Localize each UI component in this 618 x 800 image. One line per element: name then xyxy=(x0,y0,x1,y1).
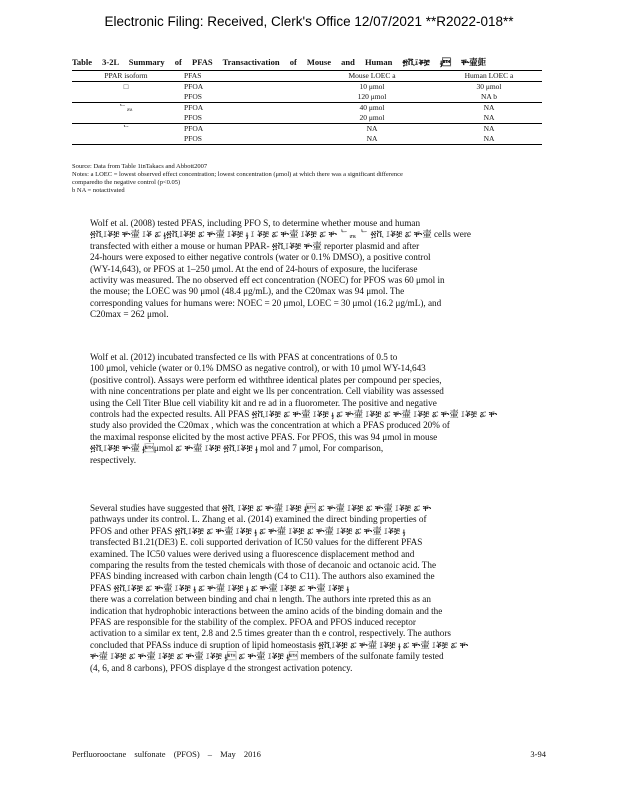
table-note: Notes: a LOEC = lowest observed effect concentration; lowest concentration (μmol) at which there was a significant difference xyxy=(72,171,403,178)
cell: NA xyxy=(483,124,495,133)
table-notes xyxy=(72,163,552,195)
cell xyxy=(72,113,180,124)
text-line: using the Cell Titer Blue cell viability kit and re ad in a fluorometer. The positive and negative xyxy=(90,397,437,408)
table-row xyxy=(72,82,542,93)
col-header: Human LOEC a xyxy=(464,71,514,80)
paragraph-wolf-2008 xyxy=(72,218,550,321)
text-line: C20max = 262 μmol. xyxy=(90,309,169,320)
col-header: PFAS xyxy=(184,71,202,80)
table-row xyxy=(72,92,542,103)
text-line: study also provided the C20max , which was the concentration at which a PFAS produced 20% of xyxy=(90,420,450,431)
text-line: activation to a similar ex tent, 2.8 and 2.5 times greater than th e control, respectively. The authors xyxy=(90,628,452,639)
table-row xyxy=(72,134,542,145)
cell: NA xyxy=(483,103,495,112)
cell: NA xyxy=(366,124,378,133)
text-line: 24-hours were exposed to either negative controls (water or 0.1% DMSO), a positive control xyxy=(90,252,431,263)
col-header: Mouse LOEC a xyxy=(348,71,396,80)
text-line: PFAS binding increased with carbon chain length (C4 to C11). The authors also examined the xyxy=(90,571,435,582)
page-number: 3-94 xyxy=(530,749,546,759)
cell: PFOS xyxy=(184,134,202,143)
cell: ᄂᇌ xyxy=(118,103,134,112)
text-line: transfected B1.21(DE3) E. coli supported derivation of IC50 values for the different PFAS xyxy=(90,537,423,548)
paragraph-zhang-2014 xyxy=(72,503,550,674)
text-line: controls had the expected results. All PFAS ፳ቪ፤ቖቿ ፚ ቝ壷 ፤ቖቿ ֈ ፚ ቝ壷 ፤ቖቿ ፚ ቝ壷 ፤ቖቿ ፚ ቝ壷 ፤ቖቿ ፚ ቝ xyxy=(90,409,498,420)
paragraph-wolf-2012 xyxy=(72,352,550,466)
text-line: ፳ቪ፤ቖቿ ቝ壷 ፤ቖ ፚ ֈ፳ቪ፤ቖቿ ፚ ቝ壷 ፤ቖቿ ֈ ፤ ቖቿ ፚ ቝ壷 ፤ቖቿ ፚ ቝ ᄂᇌ ᄂ ፳ቪ ፤ቖቿ ፚ ቝ壷 cells were xyxy=(90,229,471,240)
cell: NA xyxy=(483,113,495,122)
cell: NA xyxy=(483,134,495,143)
text-line: (WY-14,643), or PFOS at 1–250 μmol. At the end of 24-hours of exposure, the luciferase xyxy=(90,263,418,274)
text-line: comparing the results from the tested chemicals with those of decanoic and octanoic acid. The xyxy=(90,560,437,571)
text-line: (positive control). Assays were perform ed withthree identical plates per compound per species, xyxy=(90,374,442,385)
text-line: Wolf et al. (2008) tested PFAS, including PFO S, to determine whether mouse and human xyxy=(90,218,421,228)
cell: NA xyxy=(366,134,378,143)
cell: PFOA xyxy=(184,124,204,133)
summary-table xyxy=(72,70,542,145)
cell: 10 μmol xyxy=(359,82,385,91)
text-line: (4, 6, and 8 carbons), PFOS displaye d the strongest activation potency. xyxy=(90,662,353,673)
text-line: concluded that PFASs induce di sruption of lipid homeostasis ፳ቪ፤ቖቿ ፚ ቝ壷 ፤ቖቿ ֈ ፚ ቝ壷 ፤ቖቿ ፚ ቝ xyxy=(90,639,469,650)
cell: 40 μmol xyxy=(359,103,385,112)
table-note: Source: Data from Table 1inTakacs and Abbott2007 xyxy=(72,163,208,170)
text-line: corresponding values for humans were: NOEC = 20 μmol, LOEC = 30 μmol (16.2 μg/mL), and xyxy=(90,297,442,308)
text-line: 100 μmol, vehicle (water or 0.1% DMSO as negative control), or with 10 μmol WY-14,643 xyxy=(90,363,426,374)
text-line: ፳ቪ፤ቖቿ ቝ壷 ֈμmol ፚ ቝ壷 ፤ቖቿ ፳ቪ፤ቖቿ ֈ mol and 7 μmol, For comparison, xyxy=(90,443,384,454)
text-line: respectively. xyxy=(90,454,137,465)
table-note: b NA = notactivated xyxy=(72,187,125,194)
cell: 20 μmol xyxy=(359,113,385,122)
table-row xyxy=(72,103,542,114)
cell xyxy=(72,92,180,103)
text-line: Several studies have suggested that ፳ቪ ፤ቖቿ ፚ ቝ壷 ፤ቖቿ ֈ ፚ ቝ壷 ፤ቖቿ ፚ ቝ壷 ፤ቖቿ ፚ ቝ xyxy=(90,503,432,513)
cell: □ xyxy=(123,82,129,91)
cell xyxy=(72,134,180,145)
text-line: ቝ壷 ፤ቖቿ ፚ ቝ壷 ፤ቖቿ ፚ ቝ壷 ፤ቖቿ ֈ ፚ ቝ壷 ፤ቖቿ ֈ members of the sulfonate family tested xyxy=(90,651,444,662)
cell: 120 μmol xyxy=(357,92,387,101)
text-line: PFAS are responsible for the stability of the complex. PFOA and PFOS induced receptor xyxy=(90,617,416,628)
text-line: the mouse; the LOEC was 90 μmol (48.4 μg/mL), and the C20max was 94 μmol. The xyxy=(90,286,405,297)
table-header-row xyxy=(72,71,542,82)
text-line: pathways under its control. L. Zhang et al. (2014) examined the direct binding properties of xyxy=(90,514,427,525)
text-line: the maximal response elicited by the most active PFAS. For PFOS, this was 94 μmol in mouse xyxy=(90,431,438,442)
text-line: Wolf et al. (2012) incubated transfected ce lls with PFAS at concentrations of 0.5 to xyxy=(90,352,398,362)
text-line: transfected with either a mouse or human PPAR- ፳ቪ፤ቖቿ ቝ壷 reporter plasmid and after xyxy=(90,240,420,251)
table-row xyxy=(72,124,542,135)
filing-header: Electronic Filing: Received, Clerk's Office 12/07/2021 **R2022-018** xyxy=(104,14,514,29)
table-note: comparedto the negative control (p<0.05) xyxy=(72,179,181,186)
text-line: PFOS and other PFAS ፳ቪ፤ቖቿ ፚ ቝ壷 ፤ቖቿ ֈ ፚ ቝ壷 ፤ቖቿ ፚ ቝ壷 ፤ቖቿ ፚ ቝ壷 ፤ቖቿ ֈ xyxy=(90,525,406,536)
cell: PFOS xyxy=(184,113,202,122)
cell: PFOS xyxy=(184,92,202,101)
text-line: activity was measured. The no observed eff ect concentration (NOEC) for PFOS was 60 μmol in xyxy=(90,275,445,286)
text-line: examined. The IC50 values were derived using a fluorescence displacement method and xyxy=(90,548,415,559)
table-caption: Table 3-2L Summary of PFAS Transactivation of Mouse and Human ፳ቪ፤ቖቿ ֈ ቝ壷壾 xyxy=(72,57,487,67)
cell: PFOA xyxy=(184,103,204,112)
cell: PFOA xyxy=(184,82,204,91)
col-header: PPAR isoform xyxy=(104,71,148,80)
text-line: with nine concentrations per plate and eight we lls per concentration. Cell viability was assessed xyxy=(90,386,444,397)
cell: 30 μmol xyxy=(476,82,502,91)
text-line: indication that hydrophobic interactions between the amino acids of the binding domain and the xyxy=(90,605,443,616)
cell: NA b xyxy=(480,92,498,101)
cell: ᄂ xyxy=(122,124,130,133)
table-row xyxy=(72,113,542,124)
text-line: PFAS ፳ቪ፤ቖቿ ፚ ቝ壷 ፤ቖቿ ֈ ፚ ቝ壷 ፤ቖቿ ֈ ፚ ቝ壷 ፤ቖቿ ፚ ቝ壷 ፤ቖቿ ֈ xyxy=(90,582,350,593)
footer-title: Perfluorooctane sulfonate (PFOS) – May 2016 xyxy=(72,749,261,759)
text-line: there was a correlation between binding and chai n length. The authors inte rpreted this as an xyxy=(90,594,431,605)
